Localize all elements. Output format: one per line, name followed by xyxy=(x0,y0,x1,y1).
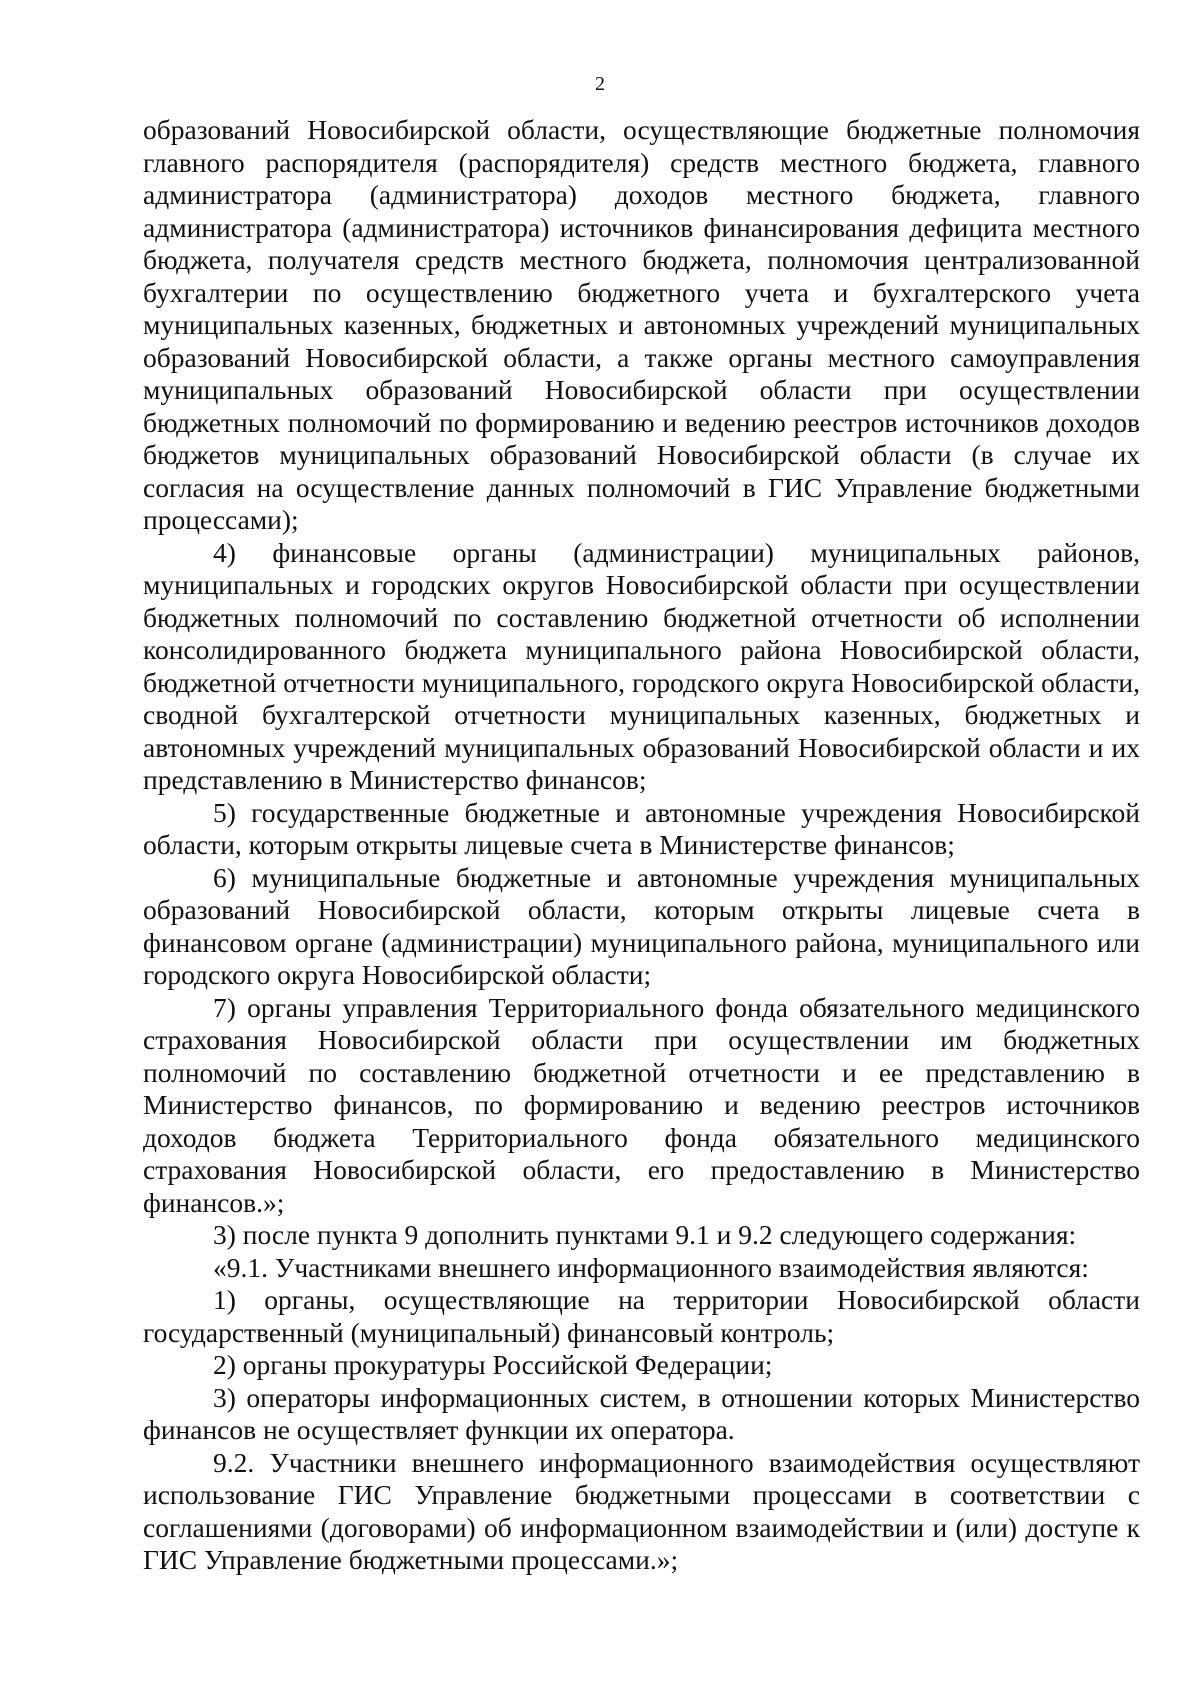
paragraph-item-5: 5) государственные бюджетные и автономные учреждения Новосибирской области, которым открыты лицевые счета в Министерстве финансов; xyxy=(143,796,1140,860)
paragraph-amendment-3: 3) после пункта 9 дополнить пунктами 9.1 и 9.2 следующего содержания: xyxy=(213,1219,1077,1250)
paragraph-item-6: 6) муниципальные бюджетные и автономные учреждения муниципальных образований Новосибирской области, которым открыты лицевые счета в финансовом органе (администрации) муниципального района, муниципального или городского округа Новосибирской области; xyxy=(143,861,1140,990)
paragraph-9-2: 9.2. Участники внешнего информационного взаимодействия осуществляют использование ГИС Управление бюджетными процессами в соответствии с соглашениями (договорами) об информационном взаимодействии и (или) доступе к ГИС Управление бюджетными процессами.»; xyxy=(143,1446,1140,1575)
paragraph-9-1-item-3: 3) операторы информационных систем, в отношении которых Министерство финансов не осуществляет функции их оператора. xyxy=(143,1381,1140,1445)
paragraph-9-1: «9.1. Участниками внешнего информационного взаимодействия являются: xyxy=(213,1251,1089,1283)
paragraph-9-1-item-2: 2) органы прокуратуры Российской Федерации; xyxy=(213,1349,773,1380)
page-number: 2 xyxy=(595,73,605,95)
paragraph-item-4: 4) финансовые органы (администрации) муниципальных районов, муниципальных и городских округов Новосибирской области при осуществлении бюджетных полномочий по составлению бюджетной отчетности об исполнении консолидированного бюджета муниципального района Новосибирской области, бюджетной отчетности муниципального, городского округа Новосибирской области, сводной бухгалтерской отчетности муниципальных казенных, бюджетных и автономных учреждений муниципальных образований Новосибирской области и их представлению в Министерство финансов; xyxy=(143,536,1140,795)
paragraph-continuation: образований Новосибирской области, осуществляющие бюджетные полномочия главного распорядителя (распорядителя) средств местного бюджета, главного администратора (администратора) доходов местного бюджета, главного администратора (администратора) источников финансирования дефицита местного бюджета, получателя средств местного бюджета, полномочия централизованной бухгалтерии по осуществлению бюджетного учета и бухгалтерского учета муниципальных казенных, бюджетных и автономных учреждений муниципальных образований Новосибирской области, а также органы местного самоуправления муниципальных образований Новосибирской области при осуществлении бюджетных полномочий по формированию и ведению реестров источников доходов бюджетов муниципальных образований Новосибирской области (в случае их согласия на осуществление данных полномочий в ГИС Управление бюджетными процессами); xyxy=(143,114,1140,535)
document-body xyxy=(143,114,1140,1577)
paragraph-9-1-item-1: 1) органы, осуществляющие на территории Новосибирской области государственный (муниципальный) финансовый контроль; xyxy=(143,1284,1140,1348)
paragraph-item-7: 7) органы управления Территориального фонда обязательного медицинского страхования Новосибирской области при осуществлении им бюджетных полномочий по составлению бюджетной отчетности и ее представлению в Министерство финансов, по формированию и ведению реестров источников доходов бюджета Территориального фонда обязательного медицинского страхования Новосибирской области, его предоставлению в Министерство финансов.»; xyxy=(143,991,1140,1218)
